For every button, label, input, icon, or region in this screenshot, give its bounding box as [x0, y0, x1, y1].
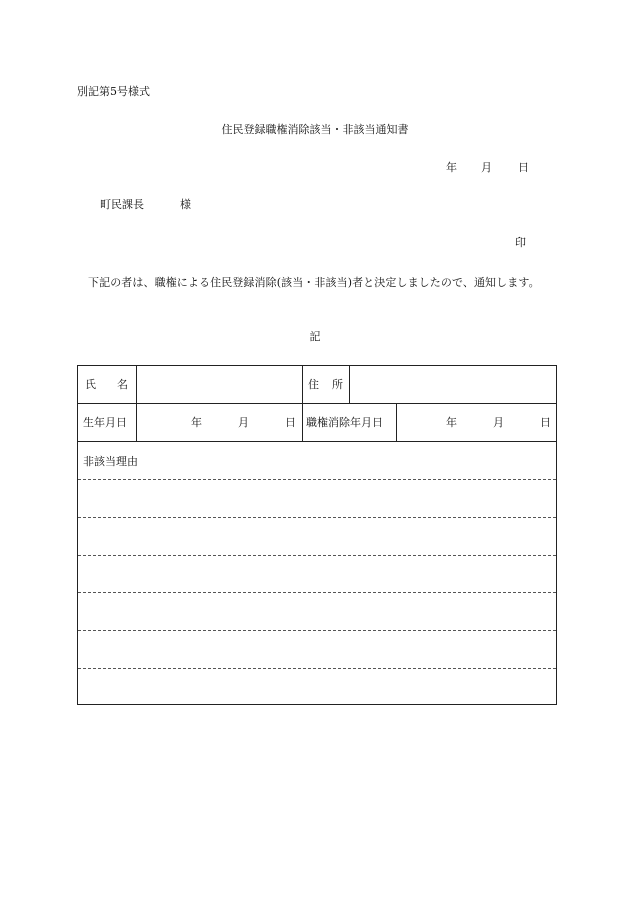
removal-date-field[interactable]: 年 月 日	[446, 416, 551, 429]
addressee-title: 町民課長	[100, 198, 144, 211]
removal-date-label: 職権消除年月日	[306, 416, 383, 429]
table-row-divider	[78, 403, 556, 404]
birth-date-label: 生年月日	[83, 416, 127, 429]
ki-heading: 記	[309, 330, 321, 343]
address-label: 住 所	[308, 378, 343, 391]
addressee-honorific: 様	[180, 198, 191, 211]
addressee	[100, 199, 191, 210]
document-title: 住民登録職権消除該当・非該当通知書	[221, 123, 409, 136]
issue-date-year: 年	[446, 161, 457, 174]
name-label: 氏 名	[85, 378, 128, 391]
notice-table	[77, 365, 557, 705]
notice-body-text: 下記の者は、職権による住民登録消除(該当・非該当)者と決定しましたので、通知します。	[88, 276, 540, 289]
reason-field[interactable]	[79, 480, 555, 704]
issue-date	[446, 162, 529, 173]
seal-mark: 印	[515, 236, 526, 249]
table-col-divider	[396, 403, 397, 441]
address-field[interactable]	[350, 367, 556, 402]
birth-date-field[interactable]: 年 月 日	[191, 416, 296, 429]
table-col-divider	[136, 403, 137, 441]
table-row-divider	[78, 441, 556, 442]
issue-date-month: 月	[481, 161, 492, 174]
table-col-divider	[302, 366, 303, 441]
reason-label: 非該当理由	[83, 455, 138, 468]
name-field[interactable]	[137, 367, 301, 402]
form-number: 別記第5号様式	[77, 85, 150, 98]
issue-date-day: 日	[518, 161, 529, 174]
